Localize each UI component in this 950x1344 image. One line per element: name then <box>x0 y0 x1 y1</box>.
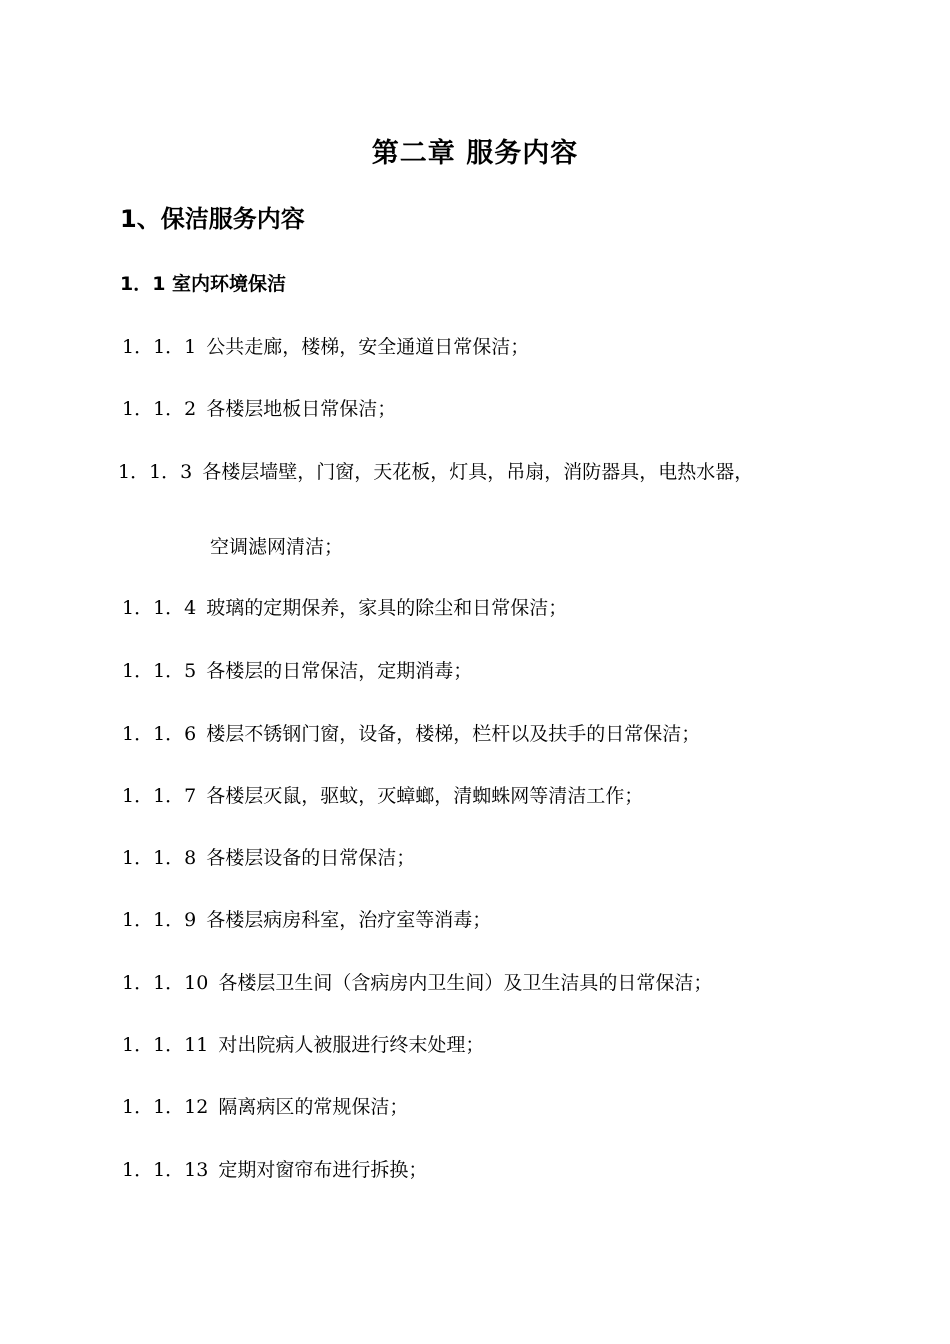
item-text: 隔离病区的常规保洁； <box>218 1096 409 1118</box>
item-number: 1．1．12 <box>122 1096 209 1118</box>
item-number: 1．1．10 <box>122 972 209 994</box>
list-item <box>122 1156 427 1184</box>
item-number: 1．1．9 <box>122 909 197 931</box>
item-number: 1．1．7 <box>122 785 197 807</box>
item-text: 楼层不锈钢门窗，设备，楼梯，栏杆以及扶手的日常保洁； <box>206 723 701 745</box>
chapter-title: 第二章 服务内容 <box>371 138 579 169</box>
item-text: 各楼层病房科室，治疗室等消毒； <box>206 909 492 931</box>
list-item <box>118 458 753 486</box>
item-number: 1．1．4 <box>122 597 197 619</box>
list-item <box>122 844 415 872</box>
list-item <box>122 720 700 748</box>
item-text: 各楼层卫生间（含病房内卫生间）及卫生洁具的日常保洁； <box>218 972 713 994</box>
list-item <box>122 395 396 423</box>
subsection-heading: 1．1 室内环境保洁 <box>120 273 287 295</box>
list-item <box>122 1031 484 1059</box>
list-item <box>122 1093 408 1121</box>
list-item <box>122 333 529 361</box>
item-number: 1．1．8 <box>122 847 197 869</box>
item-text: 各楼层墙壁，门窗，天花板，灯具，吊扇，消防器具，电热水器， <box>202 461 754 483</box>
item-text: 各楼层设备的日常保洁； <box>206 847 416 869</box>
item-text: 玻璃的定期保养，家具的除尘和日常保洁； <box>206 597 568 619</box>
item-number: 1．1．1 <box>122 336 197 358</box>
item-number: 1．1．6 <box>122 723 197 745</box>
item-number: 1．1．3 <box>118 461 193 483</box>
item-number: 1．1．5 <box>122 660 197 682</box>
item-text: 各楼层的日常保洁，定期消毒； <box>206 660 473 682</box>
item-number: 1．1．2 <box>122 398 197 420</box>
item-text: 各楼层地板日常保洁； <box>206 398 397 420</box>
item-number: 1．1．11 <box>122 1034 209 1056</box>
item-number: 1．1．13 <box>122 1159 209 1181</box>
item-text: 公共走廊，楼梯，安全通道日常保洁； <box>206 336 530 358</box>
list-item <box>122 657 472 685</box>
list-item <box>122 969 712 997</box>
section-heading: 1、保洁服务内容 <box>120 205 305 233</box>
list-item <box>122 594 567 622</box>
item-text: 定期对窗帘布进行拆换； <box>218 1159 428 1181</box>
item-text: 各楼层灭鼠，驱蚊，灭蟑螂，清蜘蛛网等清洁工作； <box>206 785 644 807</box>
list-item <box>122 782 643 810</box>
item-text: 对出院病人被服进行终末处理； <box>218 1034 485 1056</box>
list-item-continuation: 空调滤网清洁； <box>210 536 344 558</box>
list-item <box>122 906 491 934</box>
